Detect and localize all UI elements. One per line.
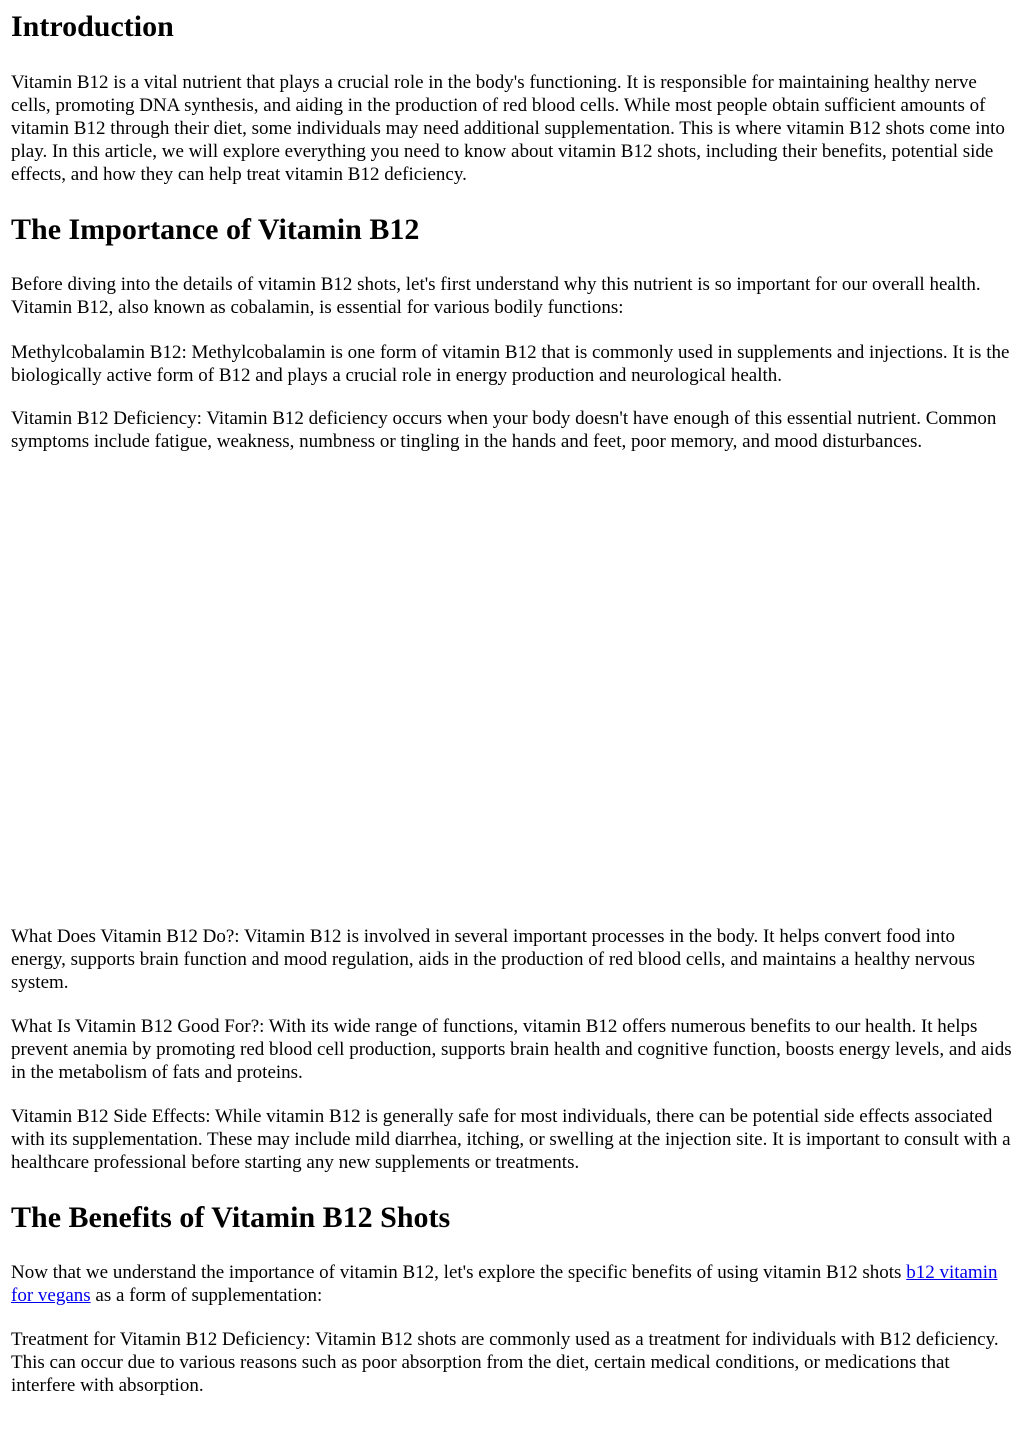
importance-heading: The Importance of Vitamin B12 bbox=[11, 213, 420, 246]
introduction-paragraph: Vitamin B12 is a vital nutrient that plays a crucial role in the body's functioning. It is responsible for maintaining healthy nerve cells, promoting DNA synthesis, and aiding in the production of red blood cells. While most people obtain sufficient amounts of vitamin B12 through their diet, some individuals may need additional supplementation. This is where vitamin B12 shots come into play. In this article, we will explore everything you need to know about vitamin B12 shots, including their benefits, potential side effects, and how they can help treat vitamin B12 deficiency. bbox=[11, 72, 1005, 185]
what-is-b12-good-for-paragraph: What Is Vitamin B12 Good For?: With its wide range of functions, vitamin B12 offers numerous benefits to our health. It helps prevent anemia by promoting red blood cell production, supports brain health and cognitive function, boosts energy levels, and aids in the metabolism of fats and proteins. bbox=[11, 1016, 1012, 1083]
what-does-b12-do-paragraph: What Does Vitamin B12 Do?: Vitamin B12 is involved in several important processes in the body. It helps convert food into energy, supports brain function and mood regulation, aids in the production of red blood cells, and maintains a healthy nervous system. bbox=[11, 926, 976, 993]
introduction-heading: Introduction bbox=[11, 10, 174, 43]
benefits-intro-text-end: as a form of supplementation: bbox=[90, 1285, 323, 1306]
importance-paragraph-intro: Before diving into the details of vitamin B12 shots, let's first understand why this nutrient is so important for our overall health. Vitamin B12, also known as cobalamin, is essential for various bodily functions: bbox=[11, 274, 981, 318]
benefits-intro-text: Now that we understand the importance of vitamin B12, let's explore the specific benefits of using vitamin B12 shots bbox=[11, 1262, 907, 1283]
deficiency-paragraph: Vitamin B12 Deficiency: Vitamin B12 deficiency occurs when your body doesn't have enough of this essential nutrient. Common symptoms include fatigue, weakness, numbness or tingling in the hands and feet, poor memory, and mood disturbances. bbox=[11, 408, 997, 452]
b12-vegans-link[interactable]: b12 vitamin for vegans bbox=[11, 1262, 998, 1306]
deficiency-treatment-paragraph: Treatment for Vitamin B12 Deficiency: Vitamin B12 shots are commonly used as a treatment for individuals with B12 deficiency. This can occur due to various reasons such as poor absorption from the diet, certain medical conditions, or medications that interfere with absorption. bbox=[11, 1329, 999, 1396]
benefits-heading: The Benefits of Vitamin B12 Shots bbox=[11, 1201, 451, 1234]
blank-media-area bbox=[11, 480, 1014, 920]
methylcobalamin-paragraph: Methylcobalamin B12: Methylcobalamin is one form of vitamin B12 that is commonly used in supplements and injections. It is the biologically active form of B12 and plays a crucial role in energy production and neurological health. bbox=[11, 342, 1010, 386]
benefits-intro-paragraph bbox=[11, 1261, 1019, 1307]
side-effects-paragraph: Vitamin B12 Side Effects: While vitamin B12 is generally safe for most individuals, there can be potential side effects associated with its supplementation. These may include mild diarrhea, itching, or swelling at the injection site. It is important to consult with a healthcare professional before starting any new supplements or treatments. bbox=[11, 1106, 1011, 1173]
